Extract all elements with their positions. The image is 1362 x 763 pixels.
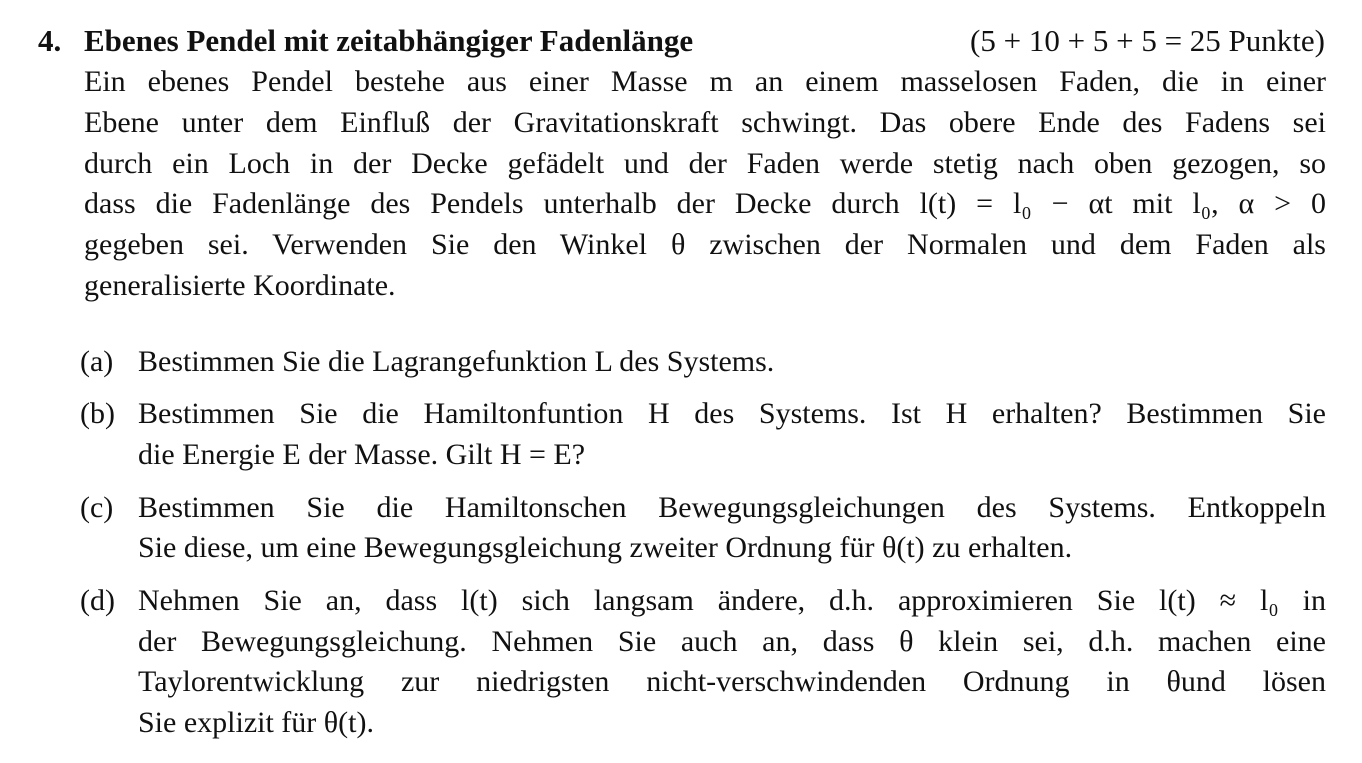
- subpart-line: Bestimmen Sie die Hamiltonfuntion H des Systems. Ist H erhalten? Bestimmen Sie: [138, 397, 1326, 431]
- subpart-line: Sie diese, um eine Bewegungsgleichung zweiter Ordnung für θ(t) zu erhalten.: [138, 531, 1073, 565]
- subpart-label: (a): [80, 345, 114, 378]
- problem-title: Ebenes Pendel mit zeitabhängiger Fadenlänge: [84, 23, 694, 58]
- subpart-list: [80, 342, 1326, 756]
- statement-line: Ebene unter dem Einfluß der Gravitationskraft schwingt. Das obere Ende des Fadens sei: [84, 105, 1326, 139]
- problem-statement: [84, 62, 1326, 307]
- problem-header: [38, 18, 1325, 64]
- subpart-c: [80, 488, 1326, 570]
- statement-line: generalisierte Koordinate.: [84, 268, 396, 302]
- subpart-a: [80, 342, 1326, 383]
- subpart-line: der Bewegungsgleichung. Nehmen Sie auch an, dass θ klein sei, d.h. machen eine: [138, 624, 1326, 658]
- statement-line: Ein ebenes Pendel bestehe aus einer Masse m an einem masselosen Faden, die in einer: [84, 65, 1326, 98]
- subpart-line: Taylorentwicklung zur niedrigsten nicht-verschwindenden Ordnung in θund lösen: [138, 665, 1326, 699]
- subpart-label: (d): [80, 583, 115, 617]
- subpart-b: [80, 394, 1326, 476]
- subpart-label: (c): [80, 490, 114, 524]
- subpart-line: die Energie E der Masse. Gilt H = E?: [138, 438, 586, 472]
- statement-line: gegeben sei. Verwenden Sie den Winkel θ zwischen der Normalen und dem Faden als: [84, 228, 1326, 262]
- subpart-line: Sie explizit für θ(t).: [138, 706, 374, 740]
- subpart-d: [80, 581, 1326, 744]
- problem-points: (5 + 10 + 5 + 5 = 25 Punkte): [970, 23, 1325, 58]
- subpart-label: (b): [80, 397, 115, 431]
- statement-line: dass die Fadenlänge des Pendels unterhalb der Decke durch l(t) = l₀ − αt mit l₀, α > 0: [84, 187, 1326, 221]
- subpart-line: Nehmen Sie an, dass l(t) sich langsam ändere, d.h. approximieren Sie l(t) ≈ l₀ in: [138, 583, 1326, 617]
- subpart-line: Bestimmen Sie die Lagrangefunktion L des Systems.: [138, 345, 775, 378]
- statement-line: durch ein Loch in der Decke gefädelt und der Faden werde stetig nach oben gezogen, so: [84, 146, 1326, 180]
- problem-number: 4.: [38, 23, 62, 58]
- subpart-line: Bestimmen Sie die Hamiltonschen Bewegungsgleichungen des Systems. Entkoppeln: [138, 490, 1326, 524]
